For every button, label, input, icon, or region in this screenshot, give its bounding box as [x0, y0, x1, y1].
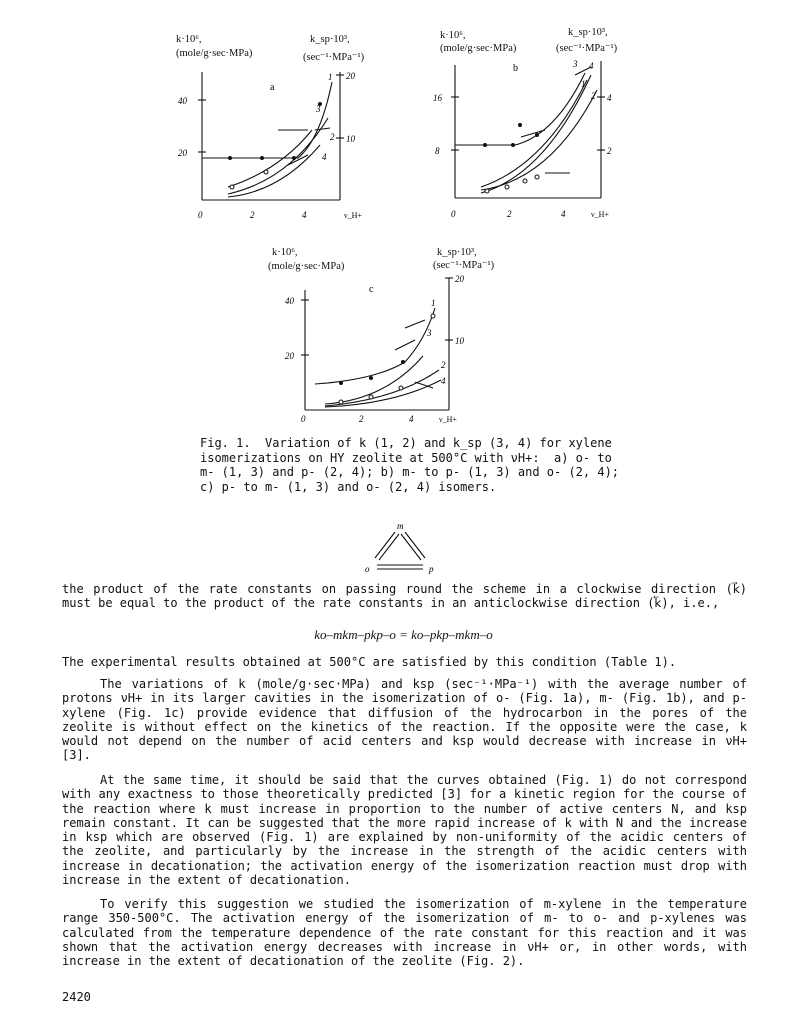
panel-c-x-tick-4: 4 [409, 414, 414, 424]
panel-b-letter: b [513, 63, 518, 74]
scheme-label-p: p [429, 564, 434, 574]
panel-c-curve-label-3: 3 [427, 328, 432, 338]
panel-a-curve-label-1: 1 [328, 72, 333, 82]
panel-a-plot [170, 60, 380, 230]
panel-b-x-tick-2: 2 [507, 209, 512, 219]
paragraph-1: the product of the rate constants on passing round the scheme in a clockwise direction (k⃗) must be equal to the product of the rate constants in an anticlockwise direction (k⃖), i.e., [62, 582, 747, 611]
panel-c-x-label: ν_H+ [439, 415, 457, 424]
panel-c-right-tick-10: 10 [455, 336, 464, 346]
panel-a-left-label-1: k·10⁶, [176, 34, 202, 45]
panel-b-x-label: ν_H+ [591, 210, 609, 219]
paragraph-3: The variations of k (mole/g·sec·MPa) and ksp (sec⁻¹·MPa⁻¹) with the average number of protons νH+ in its larger cavities in the isomerization of o- (Fig. 1a), m- (Fig. 1b), and p-xylene (Fig. 1c) provide evidence that diffusion of the hydrocarbon in the pores of the zeolite is without effect on the kinetics of the reaction. If the opposite were the case, k would not depend on the number of acid centers and ksp would decrease with increase in νH+ [3]. [62, 677, 747, 763]
panel-b-curve-label-1: 1 [581, 79, 586, 89]
panel-a-right-label-1: k_sp·10³, [310, 34, 350, 45]
panel-b-right-tick-4: 4 [607, 93, 612, 103]
panel-a-x-label: ν_H+ [344, 211, 362, 220]
panel-a-left-label-2: (mole/g·sec·MPa) [176, 48, 253, 59]
panel-a-left-tick-40: 40 [178, 96, 187, 106]
panel-c-curve-label-4: 4 [441, 376, 446, 386]
figure-caption: Fig. 1. Variation of k (1, 2) and k_sp (3, 4) for xylene isomerizations on HY zeolite at 500°C with νH+: a) o- to m- (1, 3) and p- (2, 4); b) m- to p- (1, 3) and o- (2, 4); c) p- to m- (1, 3) and o- (2, 4) isomers. [200, 436, 620, 494]
panel-c-left-label-2: (mole/g·sec·MPa) [268, 261, 345, 272]
panel-b-x-tick-4: 4 [561, 209, 566, 219]
panel-c-right-tick-20: 20 [455, 274, 464, 284]
panel-a-curve-label-4: 4 [322, 152, 327, 162]
equation: ko–mkm–pkp–o = ko–pkp–mkm–o [314, 627, 493, 642]
panel-c-right-label-1: k_sp·10³, [437, 247, 477, 258]
panel-a-x-tick-2: 2 [250, 210, 255, 220]
panel-b-curve-label-2: 2 [591, 91, 596, 101]
panel-a-curve-label-3: 3 [316, 104, 321, 114]
panel-b-left-label-1: k·10⁶, [440, 30, 466, 41]
panel-c-x-tick-0: 0 [301, 414, 306, 424]
panel-b-curve-label-3: 3 [573, 59, 578, 69]
panel-c-left-tick-40: 40 [285, 296, 294, 306]
panel-c-left-label-1: k·10⁶, [272, 247, 298, 258]
reaction-scheme [355, 520, 445, 578]
scheme-label-m: m [397, 521, 404, 531]
paragraph-5: To verify this suggestion we studied the isomerization of m-xylene in the temperature range 350-500°C. The activation energy of the isomerization of m- to o- and p-xylenes was calculated from the temperature dependence of the rate constant for this reaction and it was shown that the activation energy decreases with increase in νH+ or, in other words, with increase in the extent of decationation of the zeolite (Fig. 2). [62, 897, 747, 969]
panel-a-right-label-2: (sec⁻¹·MPa⁻¹) [303, 52, 365, 63]
panel-a-letter: a [270, 82, 275, 93]
paragraph-2: The experimental results obtained at 500°C are satisfied by this condition (Table 1). [62, 655, 677, 669]
panel-a-curve-label-2: 2 [330, 132, 335, 142]
panel-b-left-tick-8: 8 [435, 146, 440, 156]
page-number: 2420 [62, 990, 91, 1004]
panel-a-x-tick-4: 4 [302, 210, 307, 220]
panel-a-x-tick-0: 0 [198, 210, 203, 220]
scheme-label-o: o [365, 564, 370, 574]
panel-a-left-tick-20: 20 [178, 148, 187, 158]
panel-c-letter: c [369, 284, 374, 295]
panel-b-x-tick-0: 0 [451, 209, 456, 219]
panel-c-x-tick-2: 2 [359, 414, 364, 424]
panel-c-left-tick-20: 20 [285, 351, 294, 361]
panel-b-right-label-2: (sec⁻¹·MPa⁻¹) [556, 43, 618, 54]
panel-b-plot [425, 55, 635, 225]
panel-b-curve-label-4: 4 [589, 61, 594, 71]
panel-a-right-tick-10: 10 [346, 134, 355, 144]
paragraph-4: At the same time, it should be said that the curves obtained (Fig. 1) do not correspond with any exactness to those theoretically predicted [3] for a kinetic region for the course of the reaction where k must increase in proportion to the number of active centers N, and ksp remain constant. It can be suggested that the more rapid increase of k with N and the increase in ksp which are observed (Fig. 1) are explained by non-uniformity of the acidic centers of the zeolite, and particularly by the increase in the strength of the acidic centers with increase in decationation; the activation energy of the isomerization reaction must drop with increase in the extent of decationation. [62, 773, 747, 888]
panel-b-left-tick-16: 16 [433, 93, 442, 103]
panel-b-right-label-1: k_sp·10³, [568, 27, 608, 38]
panel-c-plot [275, 270, 485, 430]
panel-b-left-label-2: (mole/g·sec·MPa) [440, 43, 517, 54]
panel-c-curve-label-1: 1 [431, 298, 436, 308]
panel-c-curve-label-2: 2 [441, 360, 446, 370]
panel-c-right-label-2: (sec⁻¹·MPa⁻¹) [433, 260, 495, 271]
panel-b-right-tick-2: 2 [607, 146, 612, 156]
panel-a-right-tick-20: 20 [346, 71, 355, 81]
